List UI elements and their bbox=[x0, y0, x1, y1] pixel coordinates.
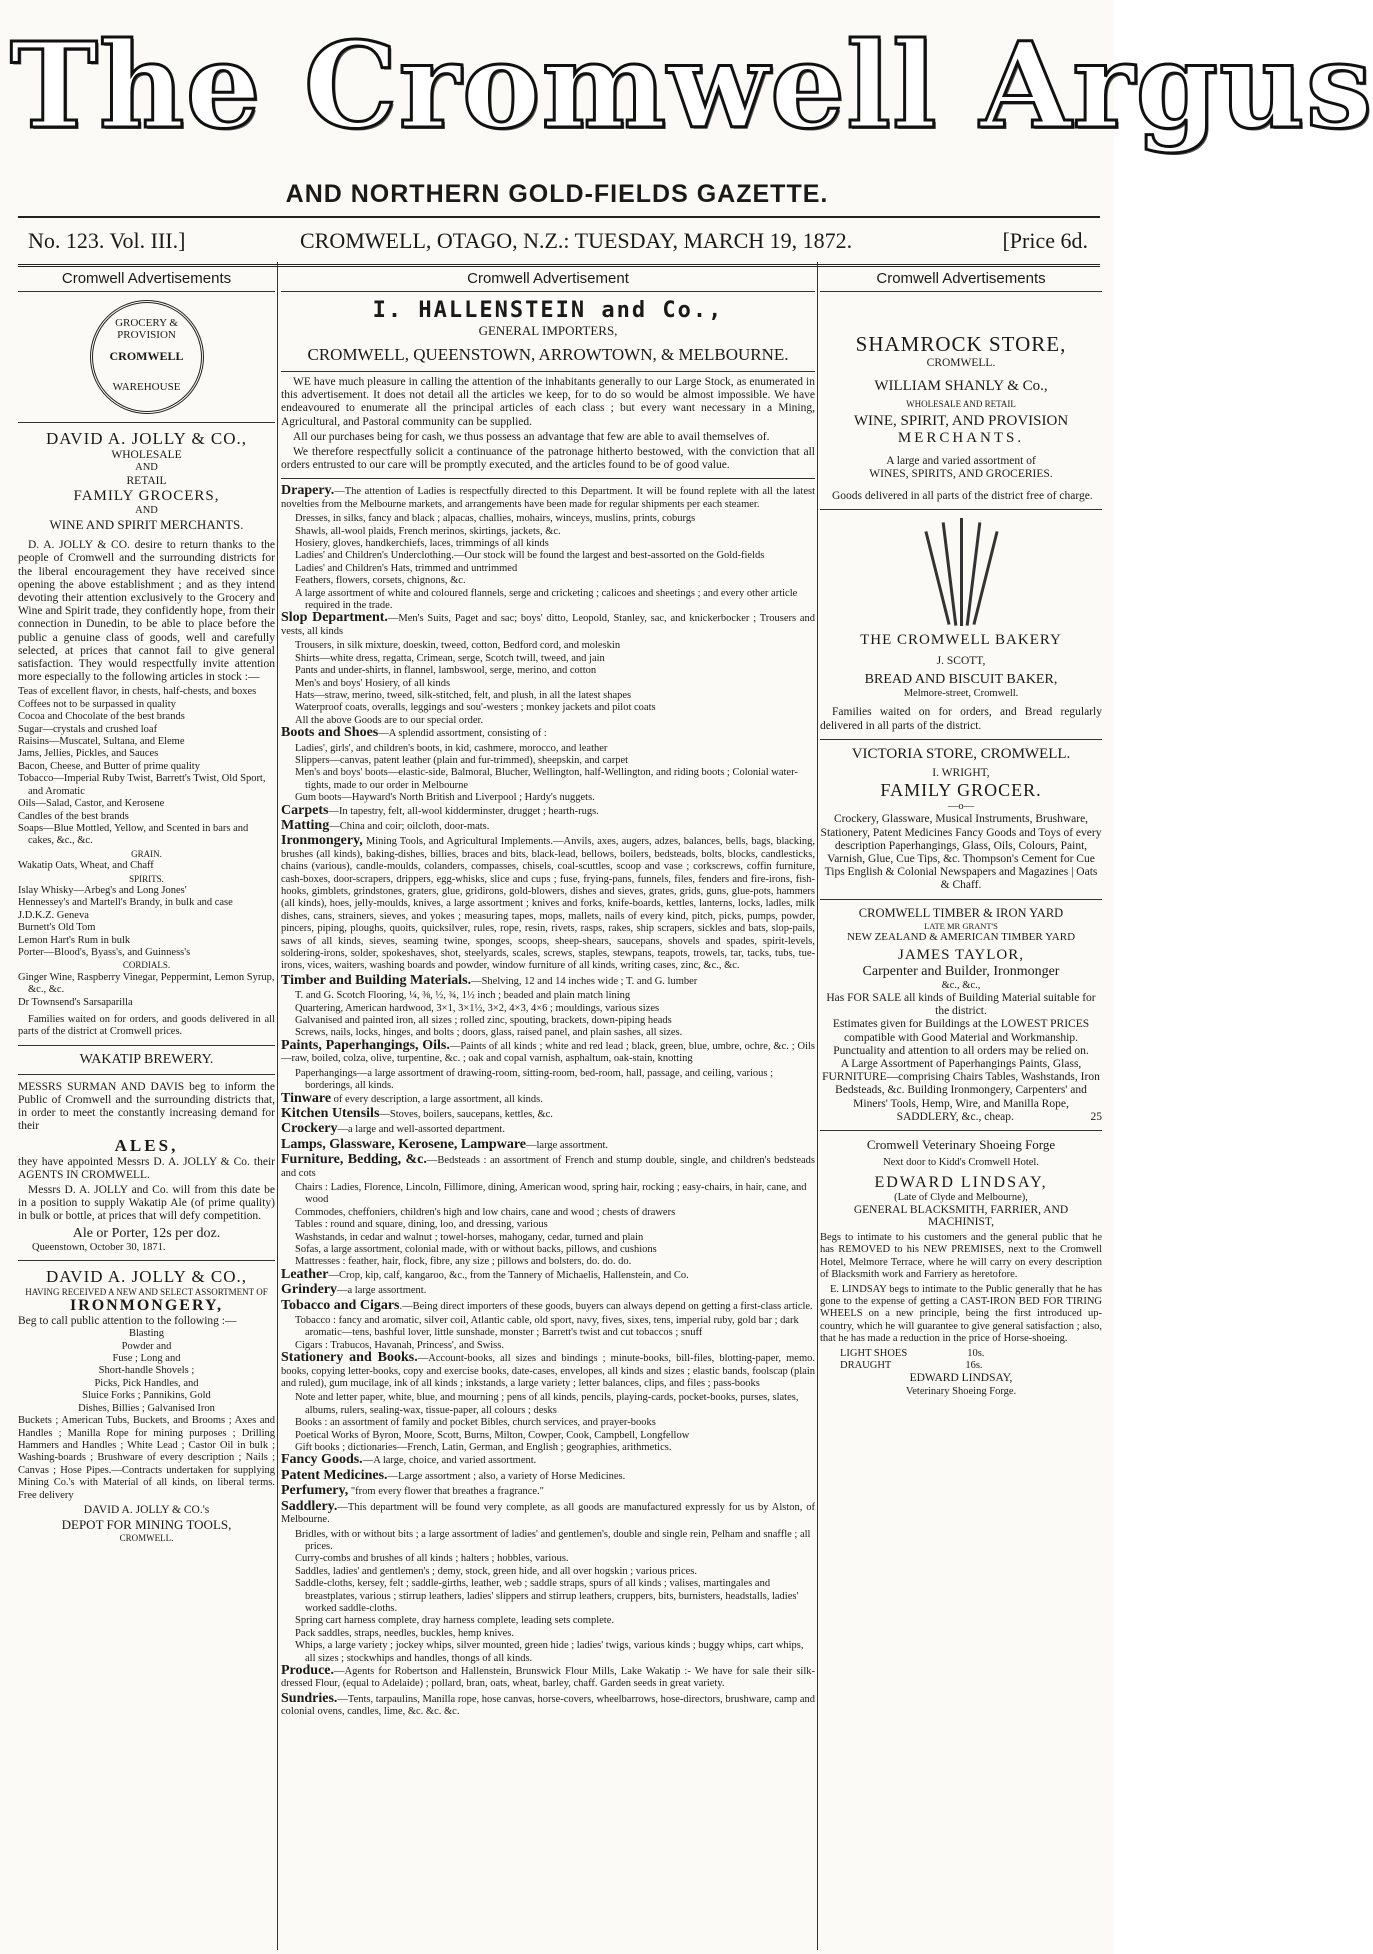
shamrock-trade: WHOLESALE AND RETAIL bbox=[906, 399, 1016, 410]
list-item: Tobacco—Imperial Ruby Twist, Barrett's Twist, Old Sport, and Aromatic bbox=[18, 773, 266, 797]
bakery-body: Families waited on for orders, and Bread regularly delivered in all parts of the district. bbox=[820, 706, 1102, 732]
section-item: Pack saddles, straps, needles, buckles, hemp knives. bbox=[295, 1627, 514, 1639]
section-text: —Stoves, boilers, saucepans, kettles, &c. bbox=[379, 1108, 553, 1120]
list-item: Teas of excellent flavor, in chests, half-chests, and boxes bbox=[18, 686, 257, 698]
jolly-line: WHOLESALE bbox=[111, 449, 182, 461]
list-item: Blasting bbox=[128, 1328, 164, 1340]
forge-signature: Veterinary Shoeing Forge. bbox=[905, 1385, 1017, 1397]
list-item: Ginger Wine, Raspberry Vinegar, Peppermint, Lemon Syrup, &c., &c. bbox=[18, 971, 275, 996]
list-item: Coffees not to be surpassed in quality bbox=[18, 698, 176, 710]
jolly-line: AND bbox=[135, 504, 158, 516]
section-text: of every description, a large assortment, all kinds. bbox=[331, 1093, 543, 1105]
goods-section bbox=[281, 1154, 815, 1180]
section-text: .—Being direct importers of these goods, buyers can always depend on getting a first-class article. bbox=[399, 1300, 813, 1312]
goods-section bbox=[281, 1090, 815, 1106]
jolly2-name: DAVID A. JOLLY & CO., bbox=[45, 1267, 248, 1287]
section-text: Mining Tools, and Agricultural Implements.—Anvils, axes, augers, adzes, balances, bells, bags, blacking, brushes (all kinds), baking-dishes, billies, braces and bits, black-lead, bellows, boilers, bedsteads, bolts, blocks, candlesticks, chains (various), candle-moulds, colanders, compasses, chisels, coal-scuttles, scoop and vase ; corkscrews, coffin furniture, cash-boxes, door-scrapers, drippers, egg-whisks, slice and cups ; fuse, frying-pans, funnels, files, fenders and fire-irons, fish-hooks, gimblets, grindstones, graters, glue, gridirons, gold-blowers, dishes and sieves, grates, grids, guns, glue-pots, hammers (all kinds), hoes, jelly-moulds, knives, a large assortment ; knives and forks, knife-boards, kettles, lanterns, locks, ladles, milk dishes, cans, strainers, sieves, and yokes ; measuring tapes, mops, mallets, nails of every kind, pitch, picks, pumps, powder, pincers, piping, ploughs, quoits, quicksilver, rules, rope, resin, rivets, rasps, rakes, ship scrapers, sickles and bats, slop-pails, saws of all kinds, sieves, seaming twine, sponges, scoops, sheep-shears, saucepans, shovels and spades, spirit-levels, soldering-irons, solder, spokeshaves, shot, steelyards, scales, screws, staples, stewpans, teapots, trowels, tar, tacks, tubs, tue-irons, vices, waiters, washing boards and powder, window furniture of all kinds, writing cases, zinc, &c., &c. bbox=[281, 836, 815, 972]
column-center bbox=[281, 268, 815, 1948]
price: [Price 6d. bbox=[1002, 228, 1088, 253]
brewery-date: Queenstown, October 30, 1871. bbox=[32, 1241, 166, 1253]
goods-section bbox=[281, 802, 815, 818]
seal-bottom: WAREHOUSE bbox=[112, 381, 181, 393]
column-header: Cromwell Advertisements bbox=[820, 268, 1102, 292]
list-item: Short-handle Shovels ; bbox=[98, 1365, 195, 1377]
section-item: Poetical Works of Byron, Moore, Scott, Burns, Milton, Cowper, Cook, Campbell, Longfellow bbox=[295, 1429, 690, 1441]
section-head: Patent Medicines. bbox=[281, 1467, 388, 1483]
victoria-owner: I. WRIGHT, bbox=[932, 766, 990, 779]
section-item: Pants and under-shirts, in flannel, lambswool, serge, merino, and cotton bbox=[295, 665, 597, 677]
timber-footer-text: SADDLERY, &c., cheap. bbox=[896, 1110, 1014, 1123]
section-item: Commodes, cheffoniers, children's high and low chairs, cane and wood ; chests of drawers bbox=[295, 1206, 676, 1218]
jolly-footer: Families waited on for orders, and goods delivered in all parts of the district at Cromwell prices. bbox=[18, 1014, 275, 1038]
section-head: Produce. bbox=[281, 1662, 335, 1678]
section-head: Saddlery. bbox=[281, 1498, 338, 1514]
jolly-line: FAMILY GROCERS, bbox=[73, 487, 220, 504]
shamrock-merchants: MERCHANTS. bbox=[897, 430, 1025, 447]
section-item: Shawls, all-wool plaids, French merinos, skirtings, jackets, &c. bbox=[295, 525, 561, 537]
section-item: All the above Goods are to our special order. bbox=[295, 714, 484, 726]
section-head: Slop Department. bbox=[281, 610, 388, 626]
section-item: Gum boots—Hayward's North British and Liverpool ; Hardy's nuggets. bbox=[295, 792, 595, 804]
goods-section bbox=[281, 1467, 815, 1483]
section-item: Gift books ; dictionaries—French, Latin, German, and English ; geographies, arithmetics. bbox=[295, 1442, 672, 1454]
section-item: Washstands, in cedar and walnut ; towel-horses, mahogany, cedar, turned and plain bbox=[295, 1231, 644, 1243]
section-text: —Tents, tarpaulins, Manilla rope, hose canvas, horse-covers, wheelbarrows, hose-directors, brushware, camp and colonial ovens, candles, lime, &c. &c. &c. bbox=[281, 1693, 815, 1718]
list-item: Cocoa and Chocolate of the best brands bbox=[18, 711, 185, 723]
wheat-sheaf-icon bbox=[916, 516, 1006, 626]
section-head: Drapery. bbox=[281, 483, 335, 499]
section-label: CORDIALS. bbox=[122, 960, 171, 971]
goods-section bbox=[281, 1297, 815, 1313]
bakery-title: THE CROMWELL BAKERY bbox=[860, 631, 1062, 648]
list-item: Wakatip Oats, Wheat, and Chaff bbox=[18, 860, 154, 872]
jolly2-footer: CROMWELL. bbox=[119, 1533, 174, 1544]
forge-price-row bbox=[820, 1360, 1102, 1372]
brewery-body: Messrs D. A. JOLLY and Co. will from this date be in a position to supply Wakatip Ale (of prime quality) in bulk or bottle, at prices that will defy competition. bbox=[18, 1184, 275, 1223]
column-header: Cromwell Advertisement bbox=[281, 268, 815, 292]
goods-section bbox=[281, 1136, 815, 1152]
section-head: Grindery bbox=[281, 1282, 337, 1298]
column-rule bbox=[277, 262, 278, 1950]
list-item: Sugar—crystals and crushed loaf bbox=[18, 723, 158, 735]
jolly2-footer: DAVID A. JOLLY & CO.'s bbox=[83, 1503, 210, 1516]
forge-signature: EDWARD LINDSAY, bbox=[909, 1372, 1013, 1385]
section-item: Spring cart harness complete, dray harness complete, leading sets complete. bbox=[295, 1615, 614, 1627]
section-head: Stationery and Books. bbox=[281, 1350, 418, 1366]
goods-section bbox=[281, 1037, 816, 1066]
timber-owner: JAMES TAYLOR, bbox=[898, 946, 1024, 963]
list-item: Picks, Pick Handles, and bbox=[94, 1377, 199, 1389]
timber-etc: &c., &c., bbox=[941, 979, 981, 991]
section-item: Tobacco : fancy and aromatic, silver coil, Atlantic cable, old sport, navy, fives, sixes, tens, imperial ruby, gold bar ; dark aromatic—tens, bashful lover, little sunshade, monster ; Barrett's twist and cut tobaccos ; snuff bbox=[295, 1315, 799, 1339]
timber-body: A Large Assortment of Paperhangings Paints, Glass, FURNITURE—comprising Chairs Tables, Washstands, Iron Bedsteads, &c. Building Ironmongery, Carpenters' and Miners' Tools, Hemp, Wire, and Manilla Rope, bbox=[822, 1058, 1100, 1110]
timber-title: CROMWELL TIMBER & IRON YARD bbox=[858, 905, 1064, 920]
section-item: Galvanised and painted iron, all sizes ; rolled zinc, spouting, brackets, down-piping heads bbox=[295, 1015, 672, 1027]
goods-section bbox=[281, 817, 815, 833]
section-head: Crockery bbox=[281, 1121, 338, 1137]
section-head: Tobacco and Cigars bbox=[281, 1297, 400, 1313]
section-item: Tables : round and square, dining, loo, and dressing, various bbox=[295, 1219, 548, 1231]
jolly2-footer: DEPOT FOR MINING TOOLS, bbox=[61, 1517, 232, 1533]
goods-section bbox=[281, 1690, 815, 1719]
separator: —o— bbox=[947, 801, 975, 813]
masthead bbox=[10, 0, 1373, 170]
section-item: Bridles, with or without bits ; a large assortment of ladies' and gentlemen's, double and single rein, Pelham and snaffle ; all prices. bbox=[295, 1528, 811, 1552]
list-item: Jams, Jellies, Pickles, and Sauces bbox=[18, 748, 159, 760]
section-item: Curry-combs and brushes of all kinds ; halters ; hobbles, various. bbox=[295, 1553, 569, 1565]
forge-name: EDWARD LINDSAY, bbox=[874, 1173, 1048, 1191]
section-item: Cigars : Trabucos, Havanah, Princess', and Swiss. bbox=[295, 1339, 504, 1351]
section-text: —Account-books, all sizes and bindings ; minute-books, bill-files, blotting-paper, memo. books, copying letter-books, copy and exercise books, date-cases, envelopes, all kinds and sizes ; elastic bands, foolscap (plain and ruled), gum mucilage, ink of all kinds ; inkstands, a large variety ; letter balances, clips, and files ; pass-books bbox=[281, 1353, 816, 1390]
section-item: Dresses, in silks, fancy and black ; alpacas, challies, mohairs, winceys, muslins, prints, coburgs bbox=[295, 513, 696, 525]
section-item: Chairs : Ladies, Florence, Lincoln, Fillimore, dining, American wood, spring hair, rocking ; easy-chairs, in hair, cane, and wood bbox=[295, 1181, 807, 1206]
jolly-line: RETAIL bbox=[126, 474, 167, 487]
section-text: —Crop, kip, calf, kangaroo, &c., from the Tannery of Michaelis, Hallenstein, and Co. bbox=[328, 1269, 689, 1281]
firm-name: I. HALLENSTEIN and Co., bbox=[372, 298, 724, 323]
list-item: Sluice Forks ; Pannikins, Gold bbox=[82, 1390, 211, 1402]
price-value: 16s. bbox=[965, 1359, 983, 1371]
shamrock-line: A large and varied assortment of bbox=[886, 455, 1036, 468]
section-text: —A splendid assortment, consisting of : bbox=[378, 728, 547, 740]
section-head: Paints, Paperhangings, Oils. bbox=[281, 1037, 450, 1053]
list-item: Powder and bbox=[121, 1340, 172, 1352]
intro-paragraph: WE have much pleasure in calling the attention of the inhabitants generally to our Large Stock, as enumerated in this advertisement. It does not detail all the articles we keep, for to do so would be almost impossible. We have endeavoured to enumerate all the principal articles of each class ; but every want necessary in a Mining, Agricultural, and Pastoral community can be supplied. bbox=[281, 376, 815, 428]
masthead-subtitle: AND NORTHERN GOLD-FIELDS GAZETTE. bbox=[285, 180, 829, 208]
section-item: Feathers, flowers, corsets, chignons, &c. bbox=[295, 575, 466, 587]
section-head: Ironmongery, bbox=[281, 833, 363, 849]
section-head: Tinware bbox=[281, 1090, 332, 1106]
timber-trade: Carpenter and Builder, Ironmonger bbox=[862, 963, 1060, 979]
list-item: Soaps—Blue Mottled, Yellow, and Scented in bars and cakes, &c., &c. bbox=[18, 822, 249, 847]
forge-body: E. LINDSAY begs to intimate to the Public generally that he has gone to the expense of getting a CAST-IRON BED FOR TIRING WHEELS on a new principle, being the first introduced up-country, which he will guarantee to give general satisfaction ; also, that he has made a reduction in the price of Horse-shoeing. bbox=[820, 1283, 1102, 1345]
shamrock-title: SHAMROCK STORE, bbox=[855, 332, 1067, 356]
brewery-price: Ale or Porter, 12s per doz. bbox=[72, 1225, 221, 1241]
forge-title: Cromwell Veterinary Shoeing Forge bbox=[866, 1137, 1056, 1153]
section-label: SPIRITS. bbox=[129, 873, 164, 884]
price-value: 10s. bbox=[967, 1347, 985, 1359]
goods-section bbox=[281, 1454, 815, 1467]
goods-section bbox=[281, 1284, 815, 1297]
section-item: Paperhangings—a large assortment of drawing-room, sitting-room, bed-room, hall, passage, and ceiling, various ; borderings, all kinds. bbox=[295, 1067, 774, 1092]
grocery-seal bbox=[90, 300, 204, 414]
list-item: Hennessey's and Martell's Brandy, in bulk and case bbox=[18, 897, 233, 909]
list-item: Dishes, Billies ; Galvanised Iron bbox=[78, 1402, 215, 1414]
section-item: Quartering, American hardwood, 3×1, 3×1½, 3×2, 4×3, 4×6 ; mouldings, various sizes bbox=[295, 1002, 660, 1014]
issue-number: No. 123. Vol. III.] bbox=[28, 228, 186, 253]
list-item: Candles of the best brands bbox=[18, 810, 129, 822]
masthead-title: The Cromwell Argus bbox=[10, 16, 1373, 155]
section-item: Trousers, in silk mixture, doeskin, tweed, cotton, Bedford cord, and moleskin bbox=[295, 640, 621, 652]
section-item: Men's and boys' boots—elastic-side, Balmoral, Blucher, Wellington, half-Wellington, and riding boots ; Colonial water-tights, made to our order in Melbourne bbox=[295, 767, 798, 791]
section-item: Hats—straw, merino, tweed, silk-stitched, felt, and plush, in all the latest shapes bbox=[295, 689, 632, 701]
jolly-body: D. A. JOLLY & CO. desire to return thanks to the people of Cromwell and the surrounding districts for the liberal encouragement they have received since opening the above establishment ; and as they intend devoting their attention exclusively to the Grocery and Wine and Spirit trade, they confidently hope, from their connection in Dunedin, to be able to place before the public a genuine class of goods, well and carefully selected, at prices that cannot fail to give general satisfaction. They would respectfully invite attention more especially to the following articles in stock :— bbox=[18, 539, 275, 684]
brewery-body: they have appointed Messrs D. A. JOLLY & Co. their AGENTS IN CROMWELL. bbox=[18, 1155, 275, 1181]
place-date: CROMWELL, OTAGO, N.Z.: TUESDAY, MARCH 19, 1872. bbox=[300, 228, 853, 253]
section-text: —Agents for Robertson and Hallenstein, Brunswick Flour Mills, Lake Wakatip :- We have for sale their silk-dressed Flour, (equal to Adelaide) ; pollard, bran, oats, wheat, barley, chaff. Garden seeds in great variety. bbox=[281, 1665, 815, 1690]
jolly2-line: IRONMONGERY, bbox=[69, 1297, 224, 1315]
brewery-title: WAKATIP BREWERY. bbox=[79, 1051, 214, 1067]
section-item: Sofas, a large assortment, colonial made, with or without backs, pillows, and cushions bbox=[295, 1243, 657, 1255]
intro-paragraph: We therefore respectfully solicit a continuance of the patronage hitherto bestowed, with the conviction that all orders entrusted to our care will be promptly executed, and the articles found to be of good value. bbox=[281, 446, 815, 472]
shamrock-line: WINES, SPIRITS, AND GROCERIES. bbox=[869, 468, 1053, 481]
section-item: Shirts—white dress, regatta, Crimean, serge, Scotch twill, tweed, and jain bbox=[295, 652, 605, 664]
section-text: —large assortment. bbox=[526, 1139, 609, 1151]
column-right bbox=[820, 268, 1102, 1948]
section-item: Ladies' and Children's Hats, trimmed and untrimmed bbox=[295, 562, 518, 574]
goods-section bbox=[281, 727, 815, 740]
section-head: Carpets bbox=[281, 802, 329, 818]
section-item: A large assortment of white and coloured flannels, serge and cricketing ; calicoes and sheetings ; and every other article required in the trade. bbox=[295, 587, 798, 612]
seal-top: GROCERY & PROVISION bbox=[115, 317, 178, 341]
column-rule bbox=[817, 262, 818, 1950]
timber-body: Estimates given for Buildings at the LOWEST PRICES compatible with Good Material and Workmanship. bbox=[832, 1018, 1090, 1044]
section-text: —In tapestry, felt, all-wool kidderminster, drugget ; hearth-rugs. bbox=[328, 805, 599, 817]
shamrock-wine: WINE, SPIRIT, AND PROVISION bbox=[853, 413, 1069, 430]
goods-section bbox=[281, 1105, 815, 1121]
column-left bbox=[18, 268, 275, 1948]
section-item: Men's and boys' Hosiery, of all kinds bbox=[295, 677, 451, 689]
section-text: —Large assortment ; also, a variety of Horse Medicines. bbox=[387, 1470, 626, 1482]
section-text: —a large assortment. bbox=[337, 1285, 427, 1297]
forge-sub: Next door to Kidd's Cromwell Hotel. bbox=[883, 1157, 1039, 1169]
timber-footer bbox=[820, 1111, 1102, 1124]
section-item: Note and letter paper, white, blue, and mourning ; pens of all kinds, pencils, playing-cards, pocket-books, purses, slates, albums, rulers, sealing-wax, tissue-paper, all colours ; desks bbox=[295, 1392, 799, 1416]
goods-section bbox=[281, 835, 815, 972]
section-item: Hosiery, gloves, handkerchiefs, laces, trimmings of all kinds bbox=[295, 538, 549, 550]
forge-late: (Late of Clyde and Melbourne), bbox=[894, 1191, 1028, 1203]
section-item: Saddles, ladies' and gentlemen's ; demy, stock, green hide, and all over hogskin ; various prices. bbox=[295, 1565, 698, 1577]
section-item: Books : an assortment of family and pocket Bibles, church services, and prayer-books bbox=[295, 1417, 656, 1429]
goods-section bbox=[281, 972, 815, 988]
brewery-ales: ALES, bbox=[114, 1135, 179, 1155]
victoria-body: Crockery, Glassware, Musical Instruments, Brushware, Stationery, Patent Medicines Fancy Goods and Toys of every description Paperhangings, Glass, Oils, Colours, Paint, Varnish, Glue, Cue Tips, &c. Thompson's Cement for Cue Tips English & Colonial Newspapers and Magazines | Oats & Chaff. bbox=[820, 813, 1102, 892]
victoria-trade: FAMILY GROCER. bbox=[880, 780, 1042, 801]
jolly-line: WINE AND SPIRIT MERCHANTS. bbox=[49, 517, 244, 533]
section-item: Slippers—canvas, patent leather (plain and fur-trimmed), sheepskin, and carpet bbox=[295, 754, 629, 766]
goods-section bbox=[281, 1352, 815, 1390]
jolly-line: AND bbox=[135, 462, 158, 474]
section-head: Timber and Building Materials. bbox=[281, 972, 472, 988]
section-text: —The attention of Ladies is respectfully directed to this Department. It will be found replete with all the latest novelties from the Melbourne markets, and arrangements have been made for regular shipments per each steamer. bbox=[281, 486, 815, 510]
timber-body: Has FOR SALE all kinds of Building Material suitable for the district. bbox=[826, 992, 1096, 1018]
section-text: —Shelving, 12 and 14 inches wide ; T. and G. lumber bbox=[471, 975, 698, 987]
goods-sections bbox=[281, 485, 815, 1718]
section-text: —A large, choice, and varied assortment. bbox=[362, 1455, 537, 1467]
section-text: —Bedsteads : an assortment of French and stump double, single, and children's bedsteads and cots bbox=[281, 1155, 816, 1179]
price-label: DRAUGHT bbox=[840, 1359, 892, 1371]
shamrock-line: Goods delivered in all parts of the district free of charge. bbox=[832, 489, 1093, 502]
section-head: Lamps, Glassware, Kerosene, Lampware bbox=[281, 1136, 526, 1152]
goods-section bbox=[281, 1485, 815, 1498]
section-item: Ladies', girls', and children's boots, in kid, cashmere, morocco, and leather bbox=[295, 742, 608, 754]
list-item: Burnett's Old Tom bbox=[18, 922, 96, 934]
firm-importers: GENERAL IMPORTERS, bbox=[478, 323, 618, 338]
list-item: Oils—Salad, Castor, and Kerosene bbox=[18, 798, 165, 810]
shamrock-owner: WILLIAM SHANLY & Co., bbox=[874, 378, 1048, 395]
list-item: Fuse ; Long and bbox=[112, 1353, 181, 1365]
jolly2-line: Beg to call public attention to the following :— bbox=[18, 1315, 237, 1328]
brewery-body: MESSRS SURMAN AND DAVIS beg to inform the Public of Cromwell and the surrounding districts that, in order to meet the constantly increasing demand for their bbox=[18, 1080, 275, 1133]
timber-late: LATE MR GRANT'S bbox=[924, 920, 998, 931]
jolly2-line: HAVING RECEIVED A NEW AND SELECT ASSORTMENT OF bbox=[25, 1287, 268, 1298]
list-item: Dr Townsend's Sarsaparilla bbox=[18, 996, 133, 1008]
section-head: Furniture, Bedding, &c. bbox=[281, 1152, 427, 1168]
section-text: —a large and well-assorted department. bbox=[337, 1124, 505, 1136]
seal-middle: CROMWELL bbox=[109, 349, 184, 363]
bakery-trade: BREAD AND BISCUIT BAKER, bbox=[864, 672, 1058, 688]
timber-body: Punctuality and attention to all orders may be relied on. bbox=[833, 1044, 1089, 1057]
price-label: LIGHT SHOES bbox=[840, 1347, 908, 1359]
list-item: Porter—Blood's, Byass's, and Guinness's bbox=[18, 946, 191, 958]
section-head: Perfumery, bbox=[281, 1483, 349, 1499]
section-head: Sundries. bbox=[281, 1690, 338, 1706]
jolly2-items bbox=[18, 1328, 275, 1415]
bakery-owner: J. SCOTT, bbox=[936, 654, 986, 667]
column-header: Cromwell Advertisements bbox=[18, 268, 275, 292]
intro-paragraph: All our purchases being for cash, we thus possess an advantage that few are able to avail themselves of. bbox=[293, 430, 770, 443]
section-item: Screws, nails, locks, hinges, and bolts ; doors, glass, raised panel, and plain sashes, all sizes. bbox=[295, 1027, 683, 1039]
section-head: Boots and Shoes bbox=[281, 725, 379, 741]
jolly-items bbox=[18, 686, 275, 1009]
section-head: Kitchen Utensils bbox=[281, 1105, 380, 1121]
bakery-street: Melmore-street, Cromwell. bbox=[903, 688, 1019, 700]
dateline bbox=[18, 216, 1100, 267]
section-text: "from every flower that breathes a fragrance." bbox=[348, 1486, 544, 1498]
forge-trade: GENERAL BLACKSMITH, FARRIER, AND MACHINIST, bbox=[853, 1203, 1069, 1228]
section-text: —China and coir; oilcloth, door-mats. bbox=[329, 820, 490, 832]
jolly2-body: Buckets ; American Tubs, Buckets, and Brooms ; Axes and Handles ; Manilla Rope for mining purposes ; Drilling Hammers and Handles ; White Lead ; Castor Oil in bulk ; Washing-boards ; Brushware of every description ; Nails ; Canvas ; Hose Pipes.—Contracts undertaken for supplying Mining Co.'s with Material of all kinds, on liberal terms. Free delivery bbox=[18, 1415, 275, 1501]
section-item: T. and G. Scotch Flooring, ¼, ⅜, ½, ¾, 1½ inch ; beaded and plain match lining bbox=[295, 990, 631, 1002]
section-text: —This department will be found very complete, as all goods are manufactured expressly for us by Alston, of Melbourne. bbox=[281, 1501, 815, 1526]
goods-section bbox=[281, 1498, 815, 1527]
goods-section bbox=[281, 1266, 815, 1282]
goods-section bbox=[281, 1123, 815, 1136]
section-label: GRAIN. bbox=[131, 848, 162, 859]
jolly-name: DAVID A. JOLLY & CO., bbox=[45, 429, 248, 448]
goods-section bbox=[281, 1662, 815, 1691]
section-item: Whips, a large variety ; jockey whips, silver mounted, green hide ; ladies' twigs, various kinds ; buggy whips, cart whips, all sizes ; stockwhips and handles, thongs of all kinds. bbox=[295, 1640, 804, 1664]
forge-price-row bbox=[820, 1348, 1102, 1360]
section-text: —Men's Suits, Paget and sac; boys' ditto, Leopold, Stanley, sac, and knickerbocker ; Trousers and vests, all kinds bbox=[281, 613, 815, 637]
ad-number: 25 bbox=[1090, 1110, 1102, 1123]
list-item: Islay Whisky—Arbeg's and Long Jones' bbox=[18, 884, 187, 896]
section-head: Fancy Goods. bbox=[281, 1452, 363, 1468]
section-head: Leather bbox=[281, 1266, 329, 1282]
forge-body: Begs to intimate to his customers and the general public that he has REMOVED to his NEW PREMISES, next to the Cromwell Hotel, Melmore Terrace, where he will carry on every description of Blacksmith work and Farriery as heretofore. bbox=[820, 1231, 1102, 1281]
section-item: Mattresses : feather, hair, flock, fibre, any size ; pillows and bolsters, do. do. do. bbox=[295, 1256, 632, 1268]
goods-section bbox=[281, 485, 815, 511]
firm-places: CROMWELL, QUEENSTOWN, ARROWTOWN, & MELBOURNE. bbox=[281, 345, 815, 372]
shamrock-town: CROMWELL. bbox=[926, 357, 996, 369]
section-head: Matting bbox=[281, 817, 330, 833]
goods-section bbox=[281, 612, 815, 638]
list-item: Raisins—Muscatel, Sultana, and Eleme bbox=[18, 736, 185, 748]
section-text: —Paints of all kinds ; white and red lead ; black, green, blue, umbre, ochre, &c. ; Oils—raw, boiled, colza, olive, turpentine, &c. ; oak and copal varnish, asphaltum, oak-stain, knotting bbox=[281, 1040, 816, 1065]
list-item: Lemon Hart's Rum in bulk bbox=[18, 934, 131, 946]
section-item: Saddle-cloths, kersey, felt ; saddle-girths, leather, web ; saddle straps, spurs of all kinds ; valises, martingales and breastplates, various ; stirrup leathers, ladies' slippers and stirrup leathers, cruppers, bits, burnisters, headstalls, ladies' worked saddle-cloths. bbox=[295, 1578, 799, 1614]
list-item: Bacon, Cheese, and Butter of prime quality bbox=[18, 760, 200, 772]
timber-nz: NEW ZEALAND & AMERICAN TIMBER YARD bbox=[846, 930, 1076, 943]
section-item: Waterproof coats, overalls, leggings and sou'-westers ; monkey jackets and pilot coats bbox=[295, 702, 656, 714]
list-item: J.D.K.Z. Geneva bbox=[18, 909, 89, 921]
section-item: Ladies' and Children's Underclothing.—Our stock will be found the largest and best-assorted on the Gold-fields bbox=[295, 550, 765, 562]
victoria-title: VICTORIA STORE, CROMWELL. bbox=[851, 745, 1071, 762]
